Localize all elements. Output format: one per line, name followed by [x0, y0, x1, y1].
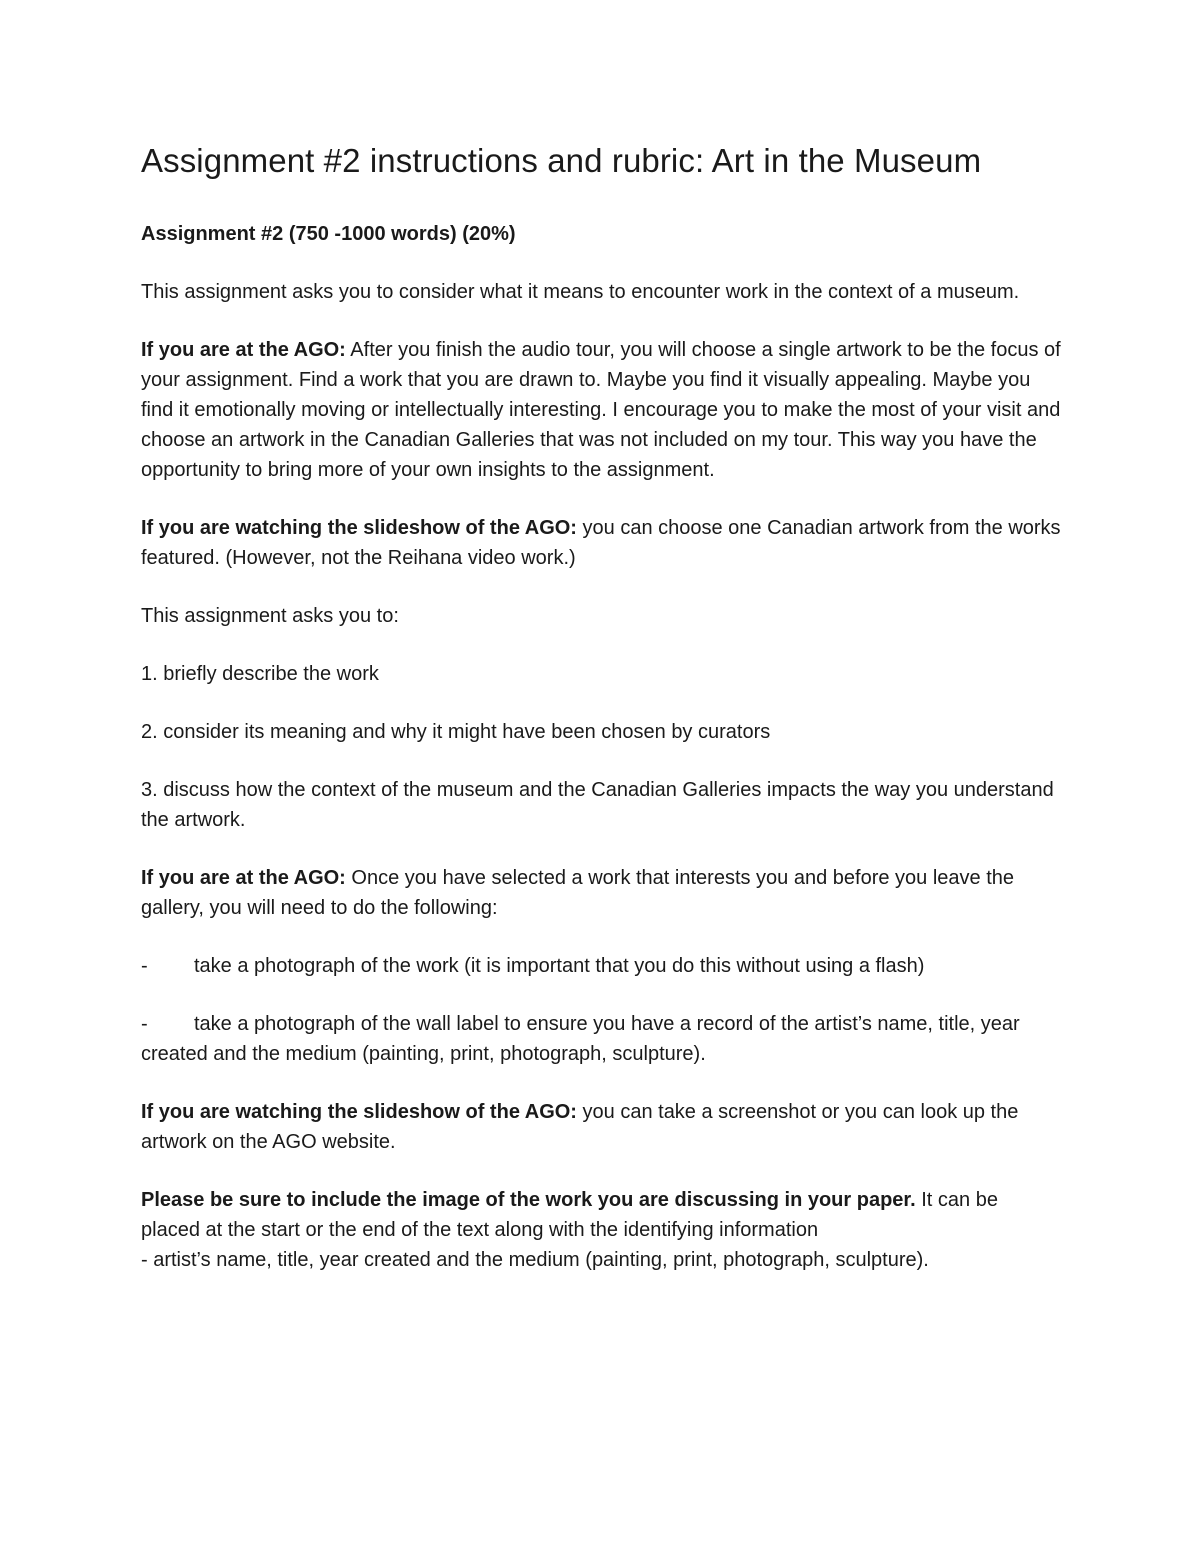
ago-steps-label: If you are at the AGO:: [141, 867, 346, 890]
task-item-1: 1. briefly describe the work: [141, 663, 379, 686]
closing-bold: Please be sure to include the image of the work you are discussing in your paper.: [141, 1189, 916, 1212]
assignment-subtitle: Assignment #2 (750 -1000 words) (20%): [141, 223, 516, 246]
slideshow-label: If you are watching the slideshow of the AGO:: [141, 517, 577, 540]
ago-paragraph: [141, 335, 1061, 485]
ago-steps-paragraph: [141, 863, 1061, 923]
closing-paragraph: [141, 1185, 1061, 1275]
bullet-dash: -: [141, 1013, 148, 1036]
intro-paragraph: This assignment asks you to consider what it means to encounter work in the context of a museum.: [141, 281, 1020, 304]
slideshow-text: you can choose one Canadian artwork from the works featured. (However, not the Reihana video work.): [141, 517, 1061, 570]
bullet-item-1: [141, 951, 1061, 981]
ago-text: After you finish the audio tour, you will choose a single artwork to be the focus of your assignment. Find a work that you are drawn to. Maybe you find it visually appealing. Maybe you find it emotionally moving or intellectually interesting. I encourage you to make the most of your visit and choose an artwork in the Canadian Galleries that was not included on my tour. This way you have the opportunity to bring more of your own insights to the assignment.: [141, 339, 1061, 482]
task-item-3: 3. discuss how the context of the museum and the Canadian Galleries impacts the way you understand the artwork.: [141, 779, 1054, 832]
closing-text: It can be placed at the start or the end of the text along with the identifying information: [141, 1189, 998, 1242]
slideshow-paragraph: [141, 513, 1061, 573]
document-page: [141, 140, 1061, 1303]
slideshow-steps-paragraph: [141, 1097, 1061, 1157]
ago-steps-text: Once you have selected a work that interests you and before you leave the gallery, you will need to do the following:: [141, 867, 1015, 920]
bullet-text: take a photograph of the wall label to ensure you have a record of the artist’s name, title, year created and the medium (painting, print, photograph, sculpture).: [141, 1013, 1020, 1066]
closing-line2: - artist’s name, title, year created and the medium (painting, print, photograph, sculpture).: [141, 1249, 929, 1272]
bullet-item-2: [141, 1009, 1061, 1069]
bullet-dash: -: [141, 955, 148, 978]
document-title: Assignment #2 instructions and rubric: Art in the Museum: [141, 142, 982, 179]
slideshow-steps-label: If you are watching the slideshow of the AGO:: [141, 1101, 577, 1124]
asks-intro: This assignment asks you to:: [141, 605, 399, 628]
ago-label: If you are at the AGO:: [141, 339, 346, 362]
task-item-2: 2. consider its meaning and why it might have been chosen by curators: [141, 721, 771, 744]
bullet-text: take a photograph of the work (it is important that you do this without using a flash): [194, 955, 925, 978]
slideshow-steps-text: you can take a screenshot or you can look up the artwork on the AGO website.: [141, 1101, 1019, 1154]
